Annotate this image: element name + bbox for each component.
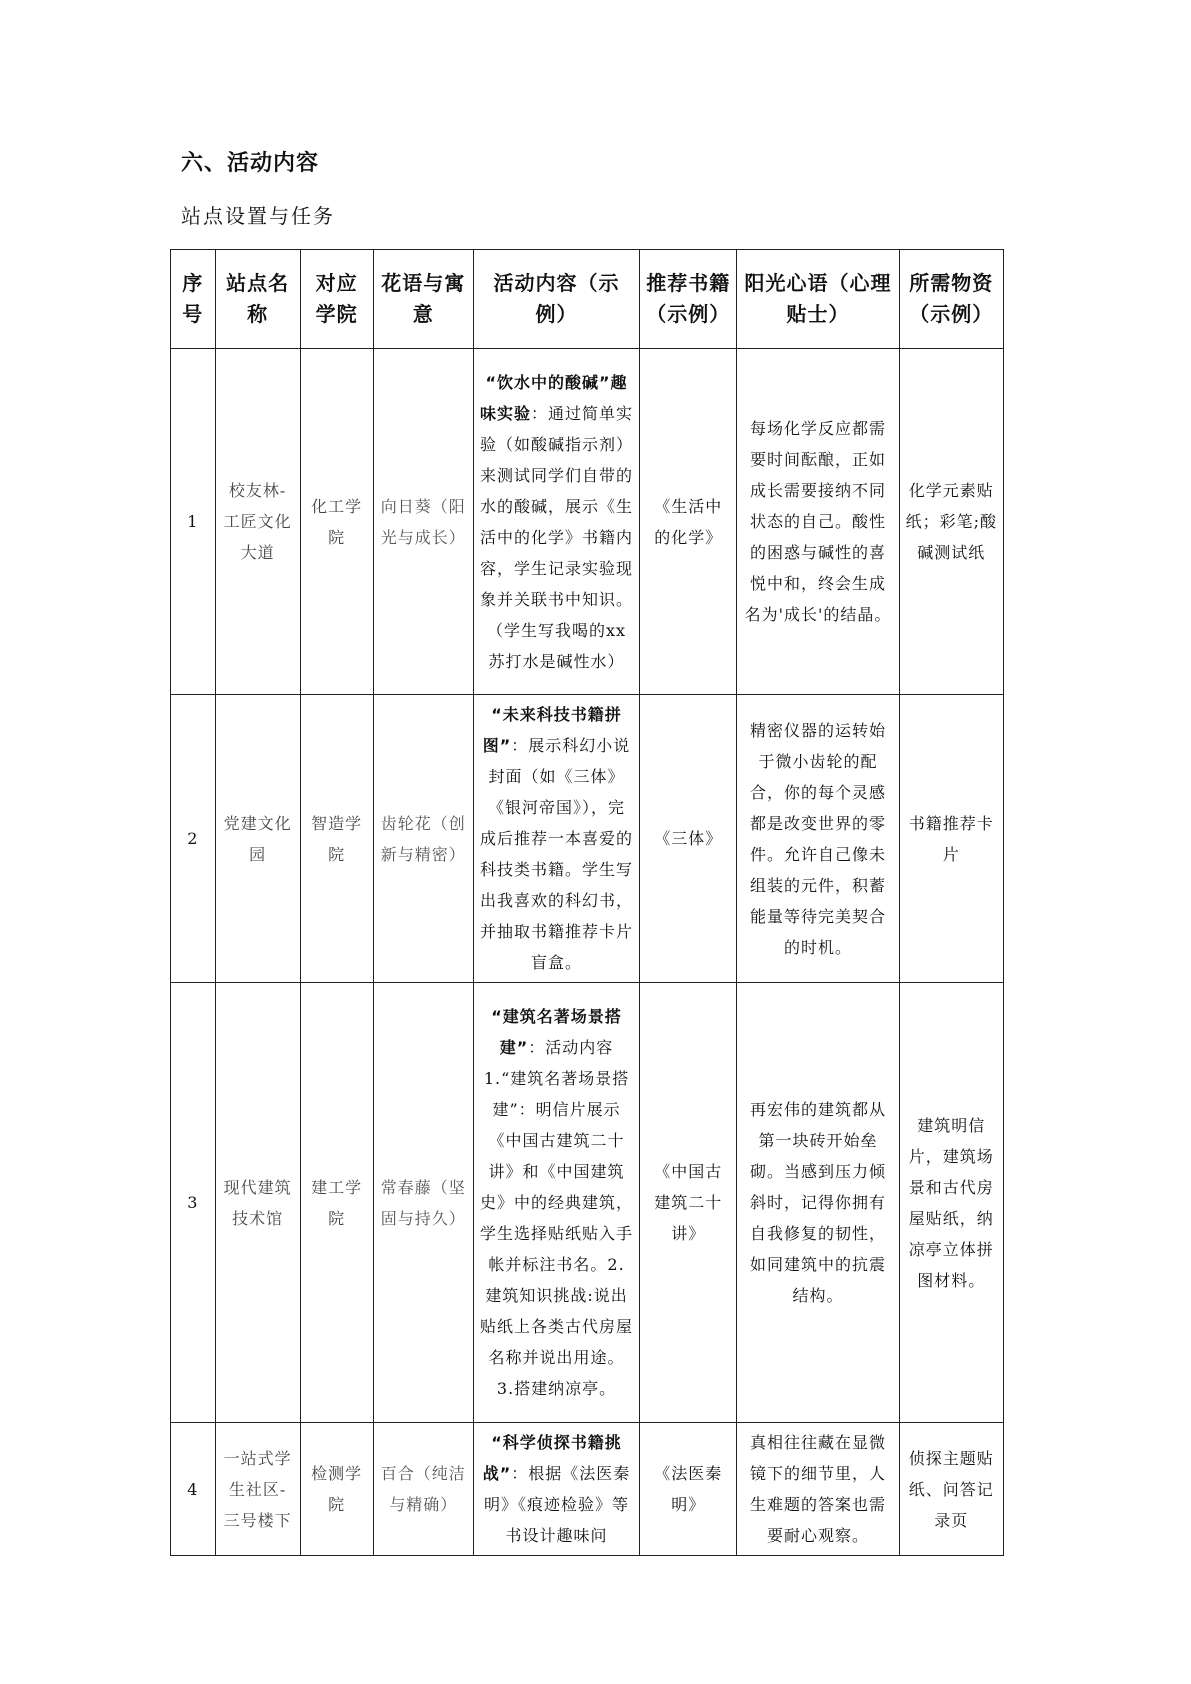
row-tip: 再宏伟的建筑都从第一块砖开始垒砌。当感到压力倾斜时，记得你拥有自我修复的韧性，如同建筑中的抗震结构。 bbox=[737, 983, 899, 1423]
row-station: 现代建筑技术馆 bbox=[215, 983, 300, 1423]
row-station: 党建文化园 bbox=[215, 695, 300, 983]
header-book: 推荐书籍（示例） bbox=[640, 250, 737, 349]
row-supplies: 侦探主题贴纸、问答记录页 bbox=[899, 1423, 1003, 1556]
activity-body: ：活动内容 1.“建筑名著场景搭建”：明信片展示《中国古建筑二十讲》和《中国建筑史》中的经典建筑，学生选择贴纸贴入手帐并标注书名。2.建筑知识挑战:说出贴纸上各类古代房屋名称并说出用途。3.搭建纳凉亭。 bbox=[480, 1038, 634, 1398]
row-no: 1 bbox=[171, 349, 216, 695]
header-activity: 活动内容（示例） bbox=[473, 250, 639, 349]
header-college: 对应学院 bbox=[300, 250, 373, 349]
row-tip: 每场化学反应都需要时间酝酿，正如成长需要接纳不同状态的自己。酸性的困惑与碱性的喜悦中和，终会生成名为'成长'的结晶。 bbox=[737, 349, 899, 695]
row-activity bbox=[473, 349, 639, 695]
header-no: 序号 bbox=[171, 250, 216, 349]
row-station: 一站式学生社区-三号楼下 bbox=[215, 1423, 300, 1556]
header-tip: 阳光心语（心理贴士） bbox=[737, 250, 899, 349]
row-no: 3 bbox=[171, 983, 216, 1423]
activity-body: ：通过简单实验（如酸碱指示剂）来测试同学们自带的水的酸碱，展示《生活中的化学》书籍内容，学生记录实验现象并关联书中知识。（学生写我喝的xx苏打水是碱性水） bbox=[480, 403, 634, 671]
table-row bbox=[171, 695, 1004, 983]
row-activity bbox=[473, 1423, 639, 1556]
row-college: 建工学院 bbox=[300, 983, 373, 1423]
activity-body: ：展示科幻小说封面（如《三体》《银河帝国》），完成后推荐一本喜爱的科技类书籍。学生写出我喜欢的科幻书，并抽取书籍推荐卡片盲盒。 bbox=[480, 736, 634, 972]
row-tip: 真相往往藏在显微镜下的细节里，人生难题的答案也需要耐心观察。 bbox=[737, 1423, 899, 1556]
row-activity bbox=[473, 695, 639, 983]
table-row bbox=[171, 349, 1004, 695]
header-station: 站点名称 bbox=[215, 250, 300, 349]
row-tip: 精密仪器的运转始于微小齿轮的配合，你的每个灵感都是改变世界的零件。允许自己像未组装的元件，积蓄能量等待完美契合的时机。 bbox=[737, 695, 899, 983]
row-book: 《三体》 bbox=[640, 695, 737, 983]
row-no: 2 bbox=[171, 695, 216, 983]
section-title: 六、活动内容 bbox=[181, 151, 320, 176]
row-no: 4 bbox=[171, 1423, 216, 1556]
row-flower: 向日葵（阳光与成长） bbox=[373, 349, 473, 695]
row-station: 校友林-工匠文化大道 bbox=[215, 349, 300, 695]
row-college: 检测学院 bbox=[300, 1423, 373, 1556]
row-college: 化工学院 bbox=[300, 349, 373, 695]
row-book: 《中国古建筑二十讲》 bbox=[640, 983, 737, 1423]
row-supplies: 建筑明信片，建筑场景和古代房屋贴纸，纳凉亭立体拼图材料。 bbox=[899, 983, 1003, 1423]
row-flower: 百合（纯洁与精确） bbox=[373, 1423, 473, 1556]
activity-title: “饮水中的酸碱”趣味实验 bbox=[480, 372, 628, 423]
table-row bbox=[171, 1423, 1004, 1556]
row-book: 《法医秦明》 bbox=[640, 1423, 737, 1556]
activity-title: “未来科技书籍拼图” bbox=[482, 705, 622, 755]
table-subtitle: 站点设置与任务 bbox=[181, 204, 335, 228]
header-supplies: 所需物资（示例） bbox=[899, 250, 1003, 349]
row-supplies: 书籍推荐卡片 bbox=[899, 695, 1003, 983]
activity-body: ：根据《法医秦明》《痕迹检验》等书设计趣味问 bbox=[484, 1464, 631, 1545]
row-flower: 齿轮花（创新与精密） bbox=[373, 695, 473, 983]
row-activity bbox=[473, 983, 639, 1423]
station-table bbox=[170, 249, 1004, 1556]
row-college: 智造学院 bbox=[300, 695, 373, 983]
table-header-row bbox=[171, 250, 1004, 349]
table-row bbox=[171, 983, 1004, 1423]
header-flower: 花语与寓意 bbox=[373, 250, 473, 349]
row-flower: 常春藤（坚固与持久） bbox=[373, 983, 473, 1423]
activity-title: “科学侦探书籍挑战” bbox=[482, 1433, 622, 1483]
row-supplies: 化学元素贴纸；彩笔;酸碱测试纸 bbox=[899, 349, 1003, 695]
row-book: 《生活中的化学》 bbox=[640, 349, 737, 695]
activity-title: “建筑名著场景搭建” bbox=[491, 1007, 622, 1057]
